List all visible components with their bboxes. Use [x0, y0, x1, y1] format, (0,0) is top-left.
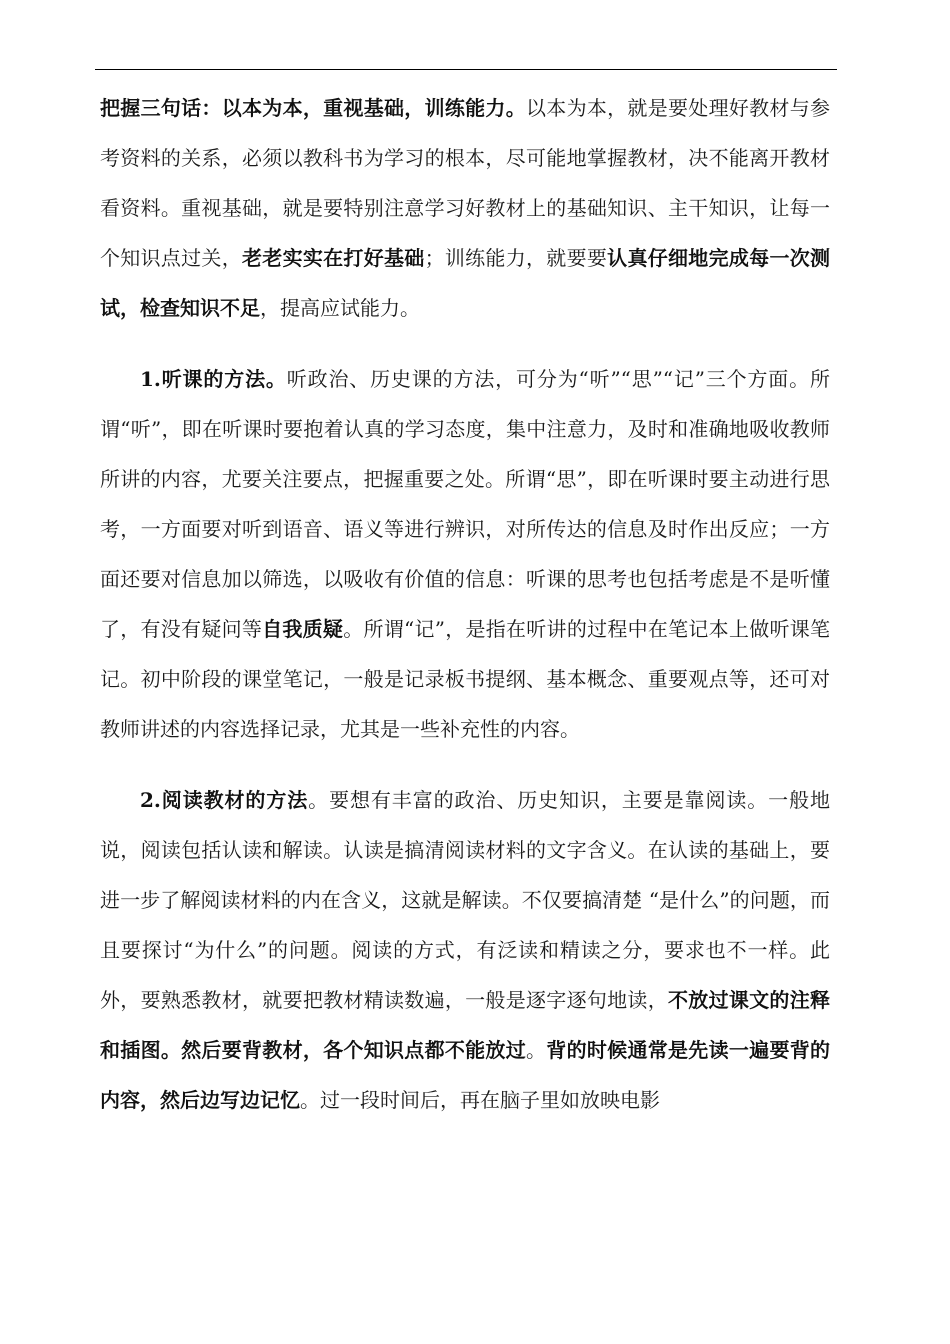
principles-emphasis-2: 认真仔细地完成每一次测试，检查知识不足	[100, 246, 831, 320]
paragraph-reading-method	[100, 775, 830, 1125]
listening-heading: 1.听课的方法。	[140, 367, 287, 391]
principles-text-2: ；训练能力，就要要	[424, 246, 608, 270]
reading-text-1: 。要想有丰富的政治、历史知识，主要是靠阅读。一般地说，阅读包括认读和解读。认读是搞清阅读材料的文字含义。在认读的基础上，要进一步了解阅读材料的内在含义，这就是解读。不仅要搞清楚 “是什么”的问题，而且要探讨“为什么”的问题。阅读的方式，有泛读和精读之分，要求也不一样。此外，要熟悉教材，就要把教材精读数遍，一般是逐字逐句地读，	[100, 788, 830, 1012]
reading-text-3: 。过一段时间后，再在脑子里如放映电影	[300, 1088, 660, 1112]
principles-emphasis-1: 老老实实在打好基础	[242, 246, 425, 270]
reading-text-2: 。	[526, 1038, 547, 1062]
reading-emphasis-1: 不放过课文的注释和插图。然后要背教材，各个知识点都不能放过	[100, 988, 831, 1062]
principles-text-3: ，提高应试能力。	[260, 296, 420, 320]
reading-heading: 2.阅读教材的方法	[140, 788, 309, 812]
principles-lead: 把握三句话：以本为本，重视基础，训练能力。	[100, 96, 526, 120]
reading-emphasis-2: 背的时候通常是先读一遍要背的内容，然后边写边记忆	[100, 1038, 831, 1112]
body-text	[100, 83, 830, 1125]
principles-text-1: 以本为本，就是要处理好教材与参考资料的关系，必须以教科书为学习的根本，尽可能地掌握教材，决不能离开教材看资料。重视基础，就是要特别注意学习好教材上的基础知识、主干知识，让每一个知识点过关，	[100, 96, 830, 270]
paragraph-listening-method	[100, 354, 830, 754]
paragraph-principles	[100, 83, 830, 333]
listening-emphasis: 自我质疑	[262, 617, 344, 641]
listening-text-1: 听政治、历史课的方法，可分为“听”“思”“记”三个方面。所谓“听”，即在听课时要抱着认真的学习态度，集中注意力，及时和准确地吸收教师所讲的内容，尤要关注要点，把握重要之处。所谓“思”，即在听课时要主动进行思考，一方面要对听到语音、语义等进行辨识，对所传达的信息及时作出反应；一方面还要对信息加以筛选，以吸收有价值的信息：听课的思考也包括考虑是不是听懂了，有没有疑问等	[100, 367, 830, 641]
header-rule	[95, 69, 837, 70]
listening-text-2: 。所谓“记”，是指在听讲的过程中在笔记本上做听课笔记。初中阶段的课堂笔记，一般是记录板书提纲、基本概念、重要观点等，还可对教师讲述的内容选择记录，尤其是一些补充性的内容。	[100, 617, 831, 741]
